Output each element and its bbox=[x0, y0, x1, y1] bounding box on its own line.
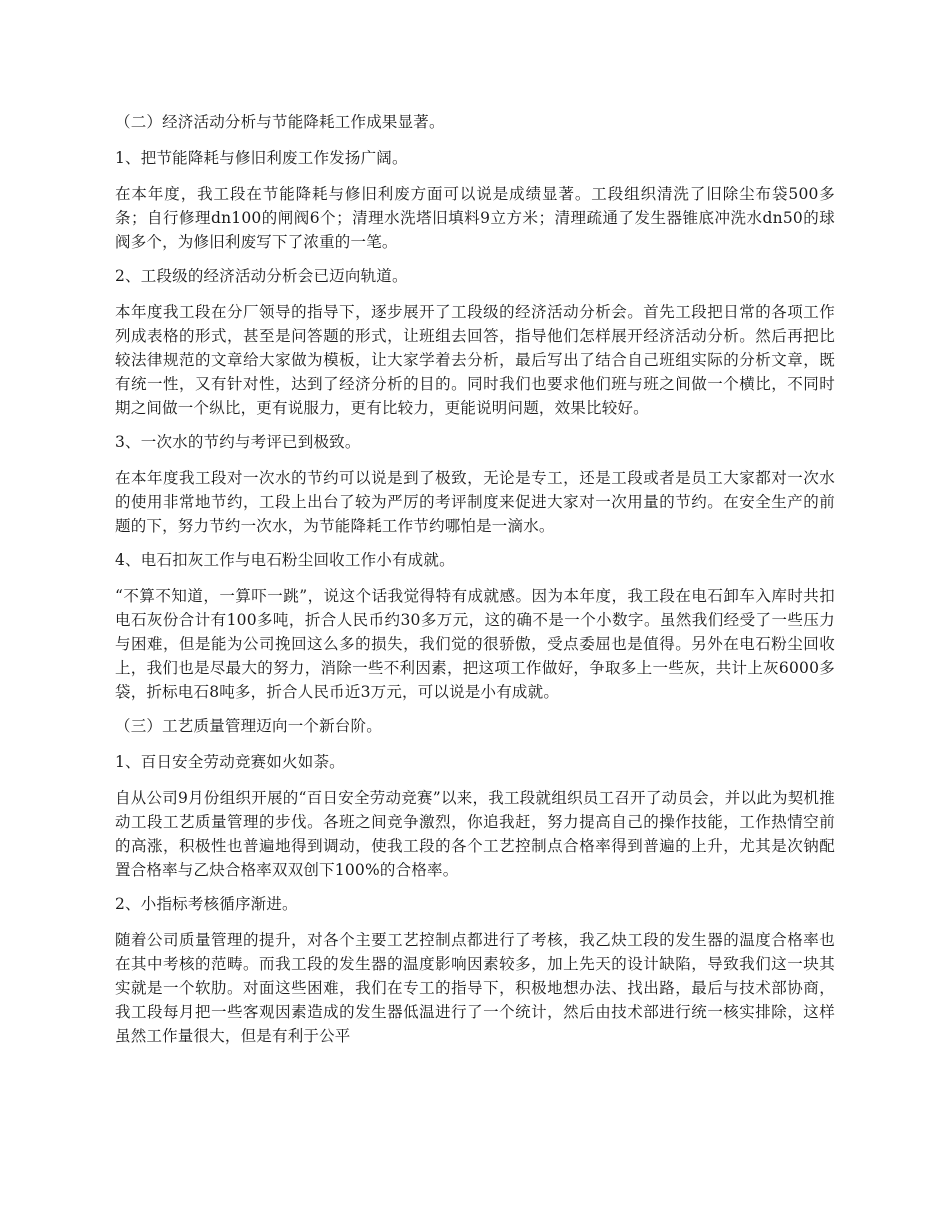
section-heading-economic-analysis: （二）经济活动分析与节能降耗工作成果显著。 bbox=[115, 113, 445, 131]
paragraph-indicator-assessment: 随着公司质量管理的提升，对各个主要工艺控制点都进行了考核，我乙炔工段的发生器的温度合格率也在其中考核的范畴。而我工段的发生器的温度影响因素较多，加上先天的设计缺陷，导致我们这一块其实就是一个软肋。对面这些困难，我们在专工的指导下，积极地想办法、找出路，最后与技术部协商，我工段每月把一些客观因素造成的发生器低温进行了一个统计，然后由技术部进行统一核实排除，这样虽然工作量很大，但是有利于公平 bbox=[115, 931, 835, 1045]
document-page bbox=[115, 110, 835, 1058]
paragraph-water-saving: 在本年度我工段对一次水的节约可以说是到了极致，无论是专工，还是工段或者是员工大家都对一次水的使用非常地节约，工段上出台了较为严厉的考评制度来促进大家对一次用量的节约。在安全生产的前题的下，努力节约一次水，为节能降耗工作节约哪怕是一滴水。 bbox=[115, 469, 835, 535]
item-heading-energy-saving: 1、把节能降耗与修旧利废工作发扬广阔。 bbox=[115, 149, 408, 167]
item-heading-analysis-meeting: 2、工段级的经济活动分析会已迈向轨道。 bbox=[115, 267, 408, 285]
paragraph-analysis-meeting: 本年度我工段在分厂领导的指导下，逐步展开了工段级的经济活动分析会。首先工段把日常的各项工作列成表格的形式，甚至是问答题的形式，让班组去回答，指导他们怎样展开经济活动分析。然后再把比较法律规范的文章给大家做为模板，让大家学着去分析，最后写出了结合自己班组实际的分析文章，既有统一性，又有针对性，达到了经济分析的目的。同时我们也要求他们班与班之间做一个横比，不同时期之间做一个纵比，更有说服力，更有比较力，更能说明问题，效果比较好。 bbox=[115, 303, 835, 417]
item-heading-carbide-ash: 4、电石扣灰工作与电石粉尘回收工作小有成就。 bbox=[115, 551, 455, 569]
item-heading-water-saving: 3、一次水的节约与考评已到极致。 bbox=[115, 433, 361, 451]
paragraph-carbide-ash: “不算不知道，一算吓一跳”，说这个话我觉得特有成就感。因为本年度，我工段在电石卸车入库时共扣电石灰份合计有100多吨，折合人民币约30多万元，这的确不是一个小数字。虽然我们经受了一些压力与困难，但是能为公司挽回这么多的损失，我们觉的很骄傲，受点委屈也是值得。另外在电石粉尘回收上，我们也是尽最大的努力，消除一些不利因素，把这项工作做好，争取多上一些灰，共计上灰6000多袋，折标电石8吨多，折合人民币近3万元，可以说是小有成就。 bbox=[115, 587, 835, 701]
section-heading-quality-management: （三）工艺质量管理迈向一个新台阶。 bbox=[115, 717, 382, 735]
item-heading-safety-competition: 1、百日安全劳动竞赛如火如荼。 bbox=[115, 753, 345, 771]
paragraph-safety-competition: 自从公司9月份组织开展的“百日安全劳动竞赛”以来，我工段就组织员工召开了动员会，并以此为契机推动工段工艺质量管理的步伐。各班之间竞争激烈，你追我赶，努力提高自己的操作技能，工作热情空前的高涨，积极性也普遍地得到调动，使我工段的各个工艺控制点合格率得到普遍的上升，尤其是次钠配置合格率与乙炔合格率双双创下100%的合格率。 bbox=[115, 789, 835, 879]
paragraph-energy-saving: 在本年度，我工段在节能降耗与修旧利废方面可以说是成绩显著。工段组织清洗了旧除尘布袋500多条；自行修理dn100的闸阀6个；清理水洗塔旧填料9立方米；清理疏通了发生器锥底冲洗水dn50的球阀多个，为修旧利废写下了浓重的一笔。 bbox=[115, 185, 835, 251]
item-heading-indicator-assessment: 2、小指标考核循序渐进。 bbox=[115, 895, 298, 913]
